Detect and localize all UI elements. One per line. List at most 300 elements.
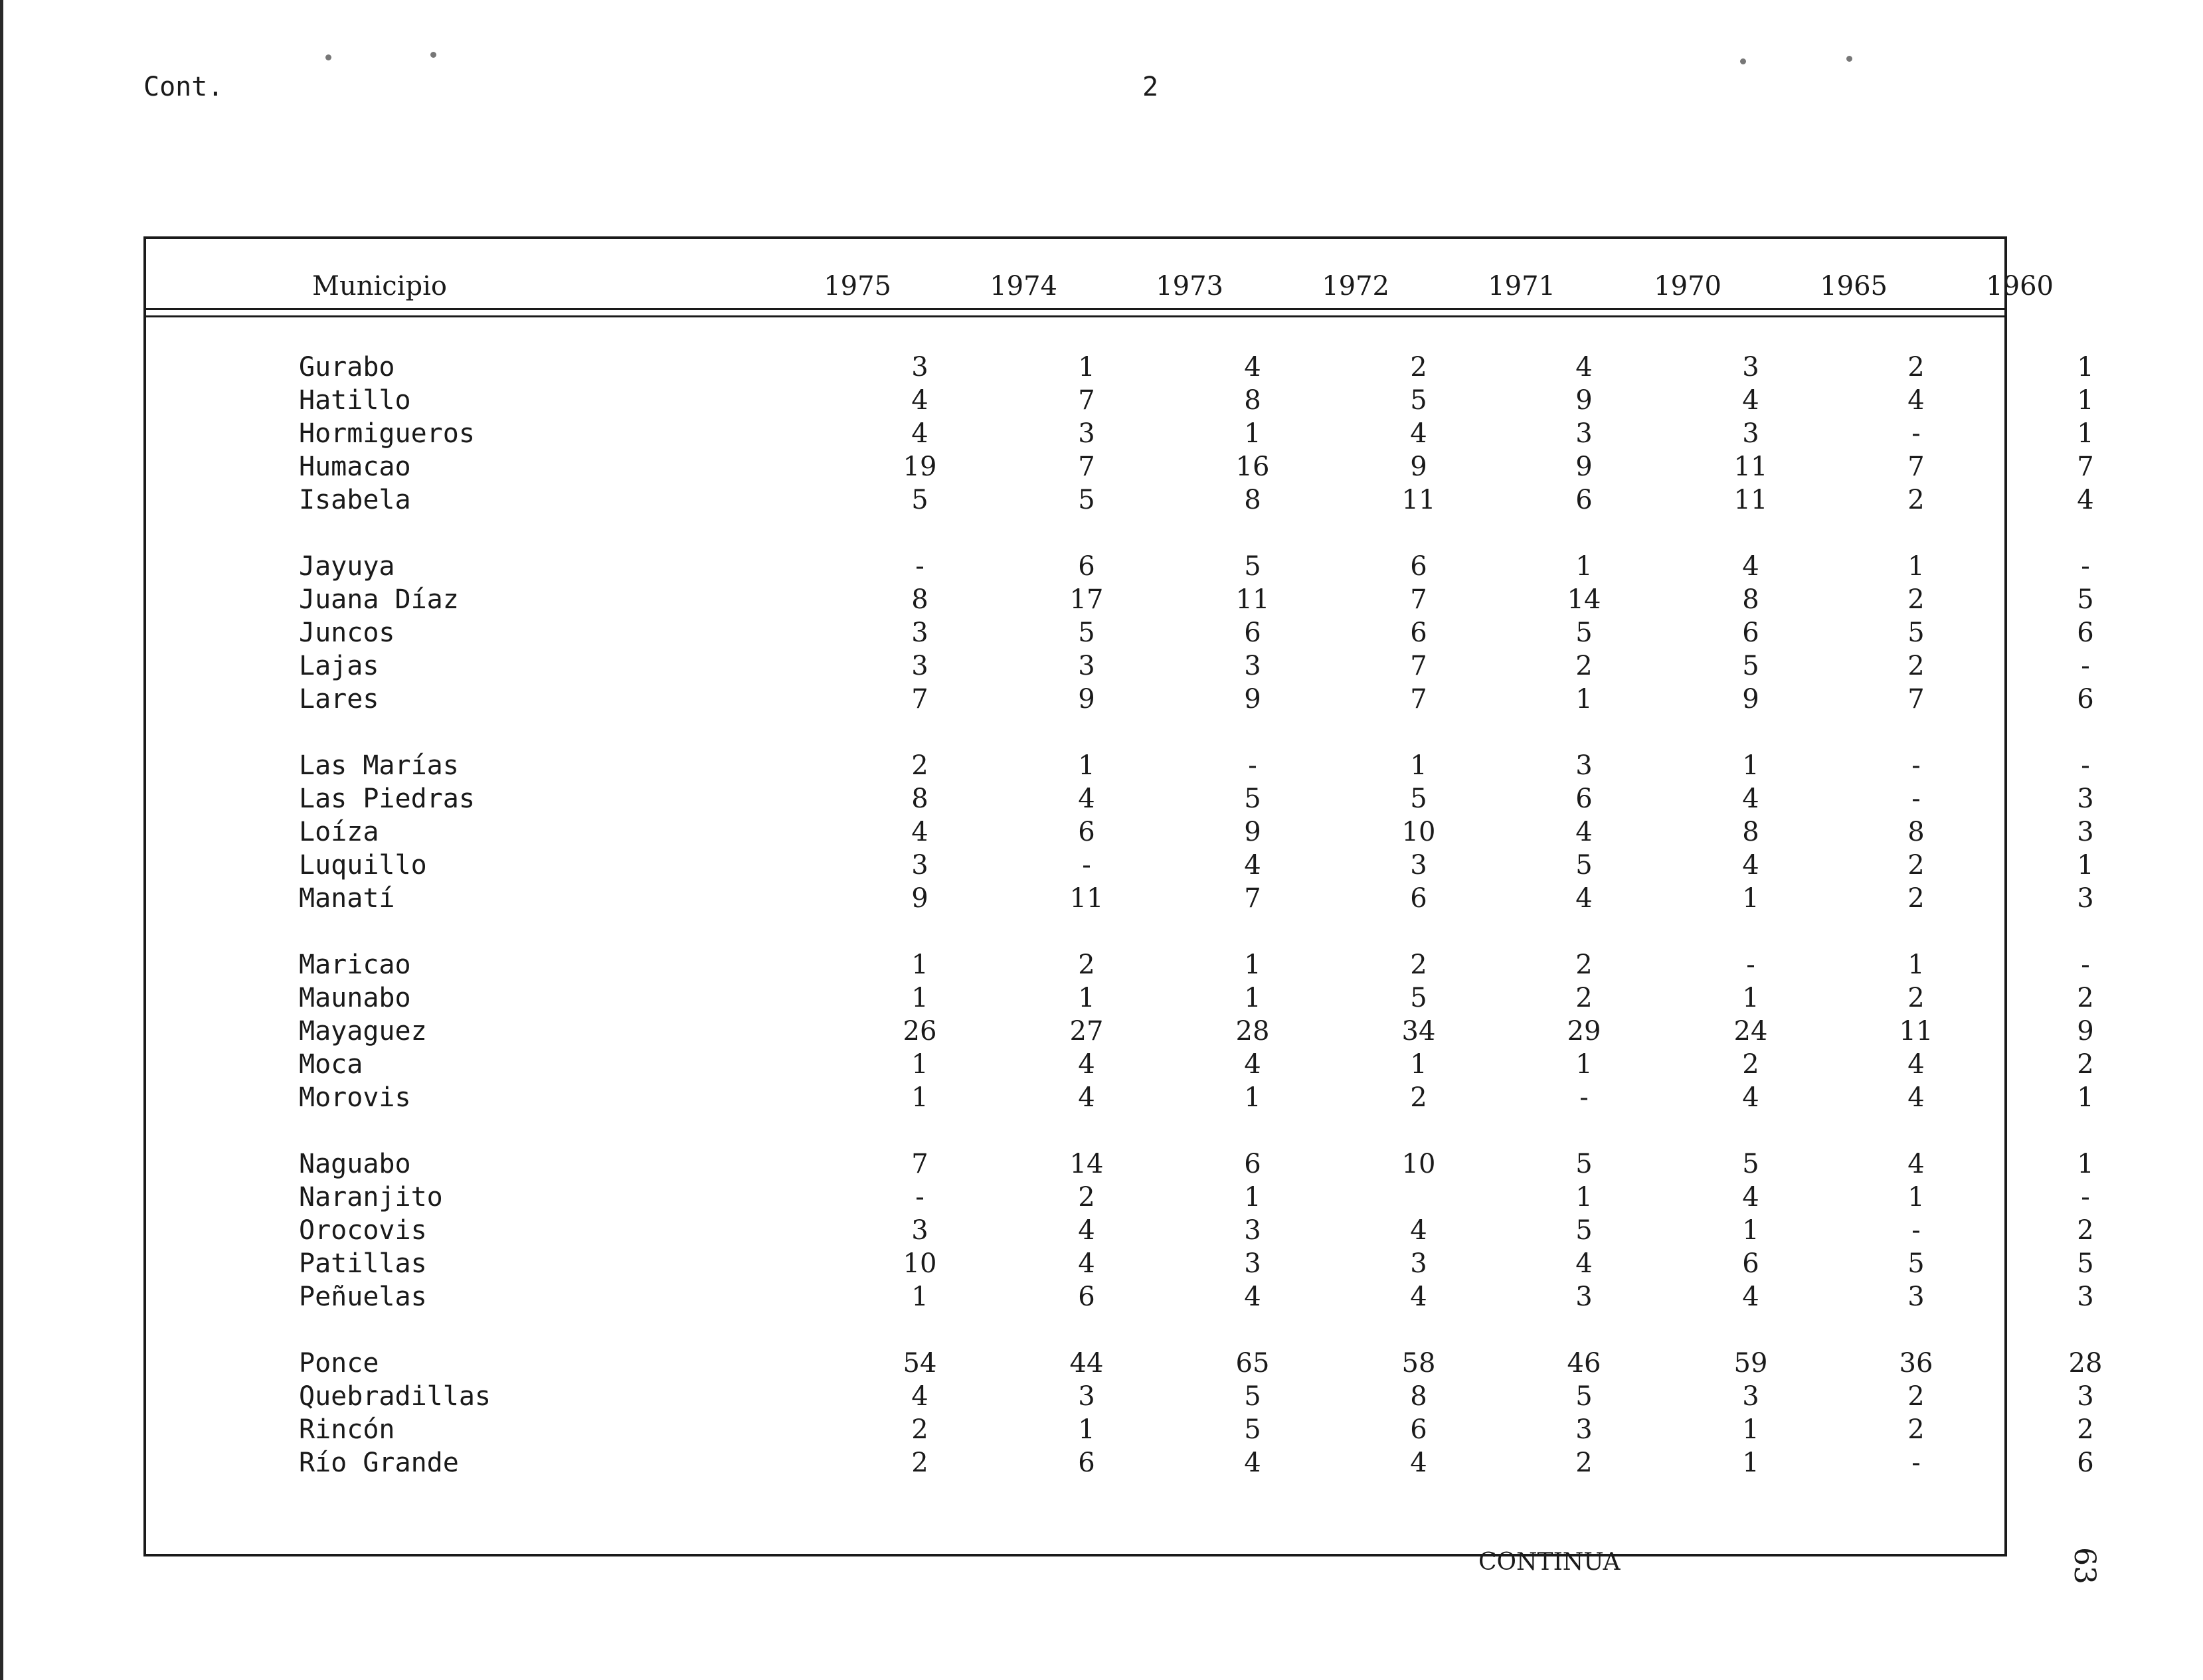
count-cell-1974: 3 xyxy=(1078,651,1095,681)
table-row xyxy=(146,1214,2094,1247)
table-row xyxy=(146,1081,2094,1114)
count-cell-1971: 5 xyxy=(1575,1381,1593,1412)
municipio-cell: Juncos xyxy=(299,618,395,648)
count-cell-1971: 2 xyxy=(1575,651,1593,681)
count-cell-1973: 1 xyxy=(1244,1082,1261,1113)
count-cell-1972: 11 xyxy=(1401,485,1436,515)
count-cell-1971: 4 xyxy=(1575,352,1593,382)
count-cell-1960: 1 xyxy=(2077,352,2094,382)
count-cell-1972: 58 xyxy=(1401,1348,1436,1379)
side-page-number: 63 xyxy=(2068,1547,2101,1584)
count-cell-1971: 1 xyxy=(1575,684,1593,714)
count-cell-1971: 1 xyxy=(1575,1049,1593,1080)
table-row xyxy=(146,1247,2094,1280)
table-header-row xyxy=(146,239,2054,312)
table-row xyxy=(146,1015,2094,1048)
count-cell-1974: 1 xyxy=(1078,1414,1095,1445)
count-cell-1975: 10 xyxy=(903,1248,937,1279)
count-cell-1973: 11 xyxy=(1235,584,1270,615)
count-cell-1971: 3 xyxy=(1575,1282,1593,1312)
municipio-cell: Quebradillas xyxy=(299,1381,491,1412)
count-cell-1965: - xyxy=(1911,1448,1921,1478)
count-cell-1972: 10 xyxy=(1401,817,1436,847)
count-cell-1973: 8 xyxy=(1244,385,1261,416)
count-cell-1971: 4 xyxy=(1575,817,1593,847)
count-cell-1960: 1 xyxy=(2077,385,2094,416)
municipio-cell: Peñuelas xyxy=(299,1282,427,1312)
count-cell-1960: 2 xyxy=(2077,1049,2094,1080)
count-cell-1965: - xyxy=(1911,784,1921,814)
count-cell-1975: 2 xyxy=(911,1448,928,1478)
table-row xyxy=(146,749,2090,782)
count-cell-1972: 34 xyxy=(1401,1016,1436,1047)
count-cell-1970: - xyxy=(1746,950,1755,980)
count-cell-1973: 5 xyxy=(1244,551,1261,582)
count-cell-1973: 4 xyxy=(1244,1282,1261,1312)
municipio-cell: Manatí xyxy=(299,883,395,914)
count-cell-1970: 6 xyxy=(1742,1248,1759,1279)
count-cell-1973: 1 xyxy=(1244,983,1261,1013)
count-cell-1975: 3 xyxy=(911,352,928,382)
count-cell-1971: 5 xyxy=(1575,1215,1593,1246)
count-cell-1971: 3 xyxy=(1575,418,1593,449)
table-row xyxy=(146,649,2090,683)
count-cell-1975: 8 xyxy=(911,584,928,615)
count-cell-1973: 4 xyxy=(1244,1049,1261,1080)
count-cell-1960: - xyxy=(2081,750,2090,781)
count-cell-1965: 2 xyxy=(1907,983,1925,1013)
count-cell-1960: 5 xyxy=(2077,584,2094,615)
count-cell-1960: 6 xyxy=(2077,684,2094,714)
municipio-cell: Jayuya xyxy=(299,551,395,582)
count-cell-1973: 3 xyxy=(1244,1215,1261,1246)
count-cell-1972: 7 xyxy=(1410,651,1427,681)
count-cell-1965: - xyxy=(1911,418,1921,449)
count-cell-1960: 6 xyxy=(2077,1448,2094,1478)
table-row xyxy=(146,882,2094,915)
count-cell-1970: 4 xyxy=(1742,1082,1759,1113)
count-cell-1965: 4 xyxy=(1907,1082,1925,1113)
count-cell-1975: 3 xyxy=(911,850,928,881)
count-cell-1960: 6 xyxy=(2077,618,2094,648)
count-cell-1970: 8 xyxy=(1742,817,1759,847)
header-rule xyxy=(146,315,2004,317)
count-cell-1960: 5 xyxy=(2077,1248,2094,1279)
municipio-cell: Juana Díaz xyxy=(299,584,459,615)
count-cell-1971: 5 xyxy=(1575,850,1593,881)
count-cell-1972: 6 xyxy=(1410,618,1427,648)
count-cell-1972: 6 xyxy=(1410,551,1427,582)
count-cell-1970: 59 xyxy=(1733,1348,1768,1379)
count-cell-1975: 5 xyxy=(911,485,928,515)
count-cell-1975: 4 xyxy=(911,1381,928,1412)
count-cell-1960: 7 xyxy=(2077,452,2094,482)
count-cell-1965: 3 xyxy=(1907,1282,1925,1312)
count-cell-1974: 3 xyxy=(1078,1381,1095,1412)
count-cell-1960: 2 xyxy=(2077,1414,2094,1445)
table-row xyxy=(146,1147,2094,1181)
count-cell-1975: 4 xyxy=(911,385,928,416)
count-cell-1971: 1 xyxy=(1575,551,1593,582)
count-cell-1972: 10 xyxy=(1401,1149,1436,1179)
column-header-1965: 1965 xyxy=(1820,271,1888,301)
municipio-cell: Moca xyxy=(299,1049,363,1080)
header-rule xyxy=(146,308,2004,310)
count-cell-1960: 4 xyxy=(2077,485,2094,515)
count-cell-1965: - xyxy=(1911,750,1921,781)
count-cell-1973: 1 xyxy=(1244,418,1261,449)
count-cell-1973: 8 xyxy=(1244,485,1261,515)
count-cell-1970: 11 xyxy=(1733,485,1768,515)
count-cell-1975: 7 xyxy=(911,1149,928,1179)
municipio-cell: Patillas xyxy=(299,1248,427,1279)
table-row xyxy=(146,583,2094,616)
count-cell-1971: 6 xyxy=(1575,485,1593,515)
table-row xyxy=(146,1413,2094,1446)
count-cell-1970: 3 xyxy=(1742,1381,1759,1412)
count-cell-1960: 3 xyxy=(2077,1381,2094,1412)
count-cell-1972: 6 xyxy=(1410,1414,1427,1445)
count-cell-1975: 3 xyxy=(911,651,928,681)
count-cell-1974: 9 xyxy=(1078,684,1095,714)
column-header-1973: 1973 xyxy=(1156,271,1223,301)
count-cell-1973: 1 xyxy=(1244,950,1261,980)
table-row xyxy=(146,483,2094,517)
count-cell-1973: 4 xyxy=(1244,850,1261,881)
count-cell-1973: 3 xyxy=(1244,1248,1261,1279)
count-cell-1971: - xyxy=(1579,1082,1589,1113)
count-cell-1975: 2 xyxy=(911,750,928,781)
count-cell-1965: 5 xyxy=(1907,1248,1925,1279)
count-cell-1974: 14 xyxy=(1069,1149,1104,1179)
count-cell-1975: 3 xyxy=(911,618,928,648)
municipio-cell: Gurabo xyxy=(299,352,395,382)
count-cell-1960: 3 xyxy=(2077,784,2094,814)
count-cell-1970: 1 xyxy=(1742,983,1759,1013)
column-header-1974: 1974 xyxy=(990,271,1057,301)
count-cell-1971: 46 xyxy=(1567,1348,1601,1379)
table-row xyxy=(146,1446,2094,1479)
count-cell-1970: 1 xyxy=(1742,750,1759,781)
municipio-cell: Las Piedras xyxy=(299,784,475,814)
count-cell-1974: 17 xyxy=(1069,584,1104,615)
count-cell-1975: 1 xyxy=(911,1049,928,1080)
count-cell-1965: 4 xyxy=(1907,1149,1925,1179)
count-cell-1973: 9 xyxy=(1244,817,1261,847)
municipio-cell: Hormigueros xyxy=(299,418,475,449)
count-cell-1975: 1 xyxy=(911,950,928,980)
count-cell-1960: 9 xyxy=(2077,1016,2094,1047)
count-cell-1972: 1 xyxy=(1410,1049,1427,1080)
count-cell-1965: 2 xyxy=(1907,1414,1925,1445)
count-cell-1975: 26 xyxy=(903,1016,937,1047)
count-cell-1965: 2 xyxy=(1907,1381,1925,1412)
count-cell-1972: 2 xyxy=(1410,1082,1427,1113)
count-cell-1970: 4 xyxy=(1742,784,1759,814)
count-cell-1972: 7 xyxy=(1410,584,1427,615)
count-cell-1971: 9 xyxy=(1575,385,1593,416)
count-cell-1974: 1 xyxy=(1078,352,1095,382)
count-cell-1971: 29 xyxy=(1567,1016,1601,1047)
table-row xyxy=(146,384,2094,417)
count-cell-1974: 2 xyxy=(1078,950,1095,980)
scan-speck xyxy=(325,54,331,60)
count-cell-1960: - xyxy=(2081,551,2090,582)
count-cell-1971: 9 xyxy=(1575,452,1593,482)
count-cell-1973: - xyxy=(1248,750,1257,781)
municipio-table xyxy=(143,236,2103,1556)
count-cell-1974: 1 xyxy=(1078,750,1095,781)
count-cell-1972: 7 xyxy=(1410,684,1427,714)
count-cell-1974: 44 xyxy=(1069,1348,1104,1379)
count-cell-1971: 14 xyxy=(1567,584,1601,615)
count-cell-1973: 5 xyxy=(1244,784,1261,814)
count-cell-1974: 4 xyxy=(1078,1248,1095,1279)
count-cell-1960: 2 xyxy=(2077,983,2094,1013)
count-cell-1974: 4 xyxy=(1078,1215,1095,1246)
count-cell-1970: 4 xyxy=(1742,1182,1759,1213)
count-cell-1973: 9 xyxy=(1244,684,1261,714)
count-cell-1970: 4 xyxy=(1742,850,1759,881)
count-cell-1971: 2 xyxy=(1575,1448,1593,1478)
count-cell-1974: 2 xyxy=(1078,1182,1095,1213)
count-cell-1960: - xyxy=(2081,651,2090,681)
municipio-cell: Loíza xyxy=(299,817,379,847)
count-cell-1975: - xyxy=(915,551,925,582)
count-cell-1974: 1 xyxy=(1078,983,1095,1013)
page-left-edge xyxy=(0,0,3,1680)
count-cell-1973: 4 xyxy=(1244,352,1261,382)
count-cell-1970: 2 xyxy=(1742,1049,1759,1080)
municipio-cell: Rincón xyxy=(299,1414,395,1445)
count-cell-1973: 16 xyxy=(1235,452,1270,482)
count-cell-1965: 5 xyxy=(1907,618,1925,648)
continua-label: CONTINUA xyxy=(1478,1549,1621,1576)
count-cell-1971: 3 xyxy=(1575,750,1593,781)
count-cell-1960: - xyxy=(2081,950,2090,980)
count-cell-1971: 4 xyxy=(1575,883,1593,914)
count-cell-1972: 8 xyxy=(1410,1381,1427,1412)
count-cell-1973: 5 xyxy=(1244,1414,1261,1445)
municipio-cell: Las Marías xyxy=(299,750,459,781)
table-row xyxy=(146,616,2094,649)
count-cell-1974: 7 xyxy=(1078,385,1095,416)
count-cell-1960: 3 xyxy=(2077,817,2094,847)
count-cell-1973: 5 xyxy=(1244,1381,1261,1412)
count-cell-1974: 5 xyxy=(1078,618,1095,648)
count-cell-1970: 1 xyxy=(1742,1215,1759,1246)
municipio-cell: Orocovis xyxy=(299,1215,427,1246)
municipio-cell: Lajas xyxy=(299,651,379,681)
count-cell-1970: 4 xyxy=(1742,551,1759,582)
count-cell-1965: 1 xyxy=(1907,1182,1925,1213)
count-cell-1975: - xyxy=(915,1182,925,1213)
page-number: 2 xyxy=(1142,72,1159,102)
count-cell-1965: 7 xyxy=(1907,684,1925,714)
municipio-cell: Maricao xyxy=(299,950,411,980)
count-cell-1965: 36 xyxy=(1899,1348,1933,1379)
count-cell-1970: 11 xyxy=(1733,452,1768,482)
count-cell-1971: 3 xyxy=(1575,1414,1593,1445)
table-row xyxy=(146,948,2090,981)
count-cell-1971: 4 xyxy=(1575,1248,1593,1279)
municipio-cell: Maunabo xyxy=(299,983,411,1013)
count-cell-1965: 7 xyxy=(1907,452,1925,482)
count-cell-1972: 6 xyxy=(1410,883,1427,914)
count-cell-1973: 7 xyxy=(1244,883,1261,914)
count-cell-1974: 6 xyxy=(1078,1448,1095,1478)
count-cell-1975: 2 xyxy=(911,1414,928,1445)
municipio-cell: Río Grande xyxy=(299,1448,459,1478)
table-row xyxy=(146,1347,2103,1380)
count-cell-1965: 1 xyxy=(1907,950,1925,980)
count-cell-1970: 24 xyxy=(1733,1016,1768,1047)
table-row xyxy=(146,1280,2094,1313)
scan-speck xyxy=(430,52,436,58)
municipio-cell: Morovis xyxy=(299,1082,411,1113)
table-row xyxy=(146,450,2094,483)
count-cell-1965: 2 xyxy=(1907,651,1925,681)
count-cell-1970: 6 xyxy=(1742,618,1759,648)
count-cell-1965: 8 xyxy=(1907,817,1925,847)
count-cell-1971: 1 xyxy=(1575,1182,1593,1213)
count-cell-1965: 2 xyxy=(1907,850,1925,881)
count-cell-1974: - xyxy=(1082,850,1091,881)
count-cell-1960: 3 xyxy=(2077,1282,2094,1312)
municipio-cell: Hatillo xyxy=(299,385,411,416)
municipio-cell: Ponce xyxy=(299,1348,379,1379)
count-cell-1970: 8 xyxy=(1742,584,1759,615)
count-cell-1970: 9 xyxy=(1742,684,1759,714)
count-cell-1970: 4 xyxy=(1742,1282,1759,1312)
count-cell-1960: 1 xyxy=(2077,418,2094,449)
count-cell-1965: 4 xyxy=(1907,385,1925,416)
column-header-1960: 1960 xyxy=(1986,271,2054,301)
table-row xyxy=(146,849,2094,882)
count-cell-1975: 1 xyxy=(911,1082,928,1113)
municipio-cell: Naranjito xyxy=(299,1182,443,1213)
count-cell-1970: 1 xyxy=(1742,883,1759,914)
table-row xyxy=(146,683,2094,716)
count-cell-1971: 5 xyxy=(1575,618,1593,648)
count-cell-1970: 5 xyxy=(1742,1149,1759,1179)
table-row xyxy=(146,351,2094,384)
count-cell-1960: 3 xyxy=(2077,883,2094,914)
count-cell-1972: 4 xyxy=(1410,1448,1427,1478)
count-cell-1972: 1 xyxy=(1410,750,1427,781)
count-cell-1975: 3 xyxy=(911,1215,928,1246)
count-cell-1970: 1 xyxy=(1742,1414,1759,1445)
column-header-1975: 1975 xyxy=(824,271,891,301)
count-cell-1965: 4 xyxy=(1907,1049,1925,1080)
municipio-cell: Isabela xyxy=(299,485,411,515)
count-cell-1975: 19 xyxy=(903,452,937,482)
count-cell-1971: 6 xyxy=(1575,784,1593,814)
table-row xyxy=(146,1380,2094,1413)
count-cell-1960: 1 xyxy=(2077,1149,2094,1179)
column-header-municipio: Municipio xyxy=(312,271,447,301)
table-row xyxy=(146,981,2094,1015)
count-cell-1974: 7 xyxy=(1078,452,1095,482)
count-cell-1974: 3 xyxy=(1078,418,1095,449)
count-cell-1975: 1 xyxy=(911,1282,928,1312)
count-cell-1975: 7 xyxy=(911,684,928,714)
count-cell-1975: 4 xyxy=(911,817,928,847)
table-row xyxy=(146,1048,2094,1081)
count-cell-1973: 65 xyxy=(1235,1348,1270,1379)
municipio-cell: Luquillo xyxy=(299,850,427,881)
scan-speck xyxy=(1740,58,1746,64)
count-cell-1965: 2 xyxy=(1907,485,1925,515)
count-cell-1974: 11 xyxy=(1069,883,1104,914)
count-cell-1965: - xyxy=(1911,1215,1921,1246)
column-header-1971: 1971 xyxy=(1488,271,1555,301)
count-cell-1974: 5 xyxy=(1078,485,1095,515)
count-cell-1965: 2 xyxy=(1907,584,1925,615)
count-cell-1972: 2 xyxy=(1410,352,1427,382)
count-cell-1973: 6 xyxy=(1244,618,1261,648)
table-row xyxy=(146,815,2094,849)
count-cell-1974: 4 xyxy=(1078,784,1095,814)
count-cell-1965: 2 xyxy=(1907,352,1925,382)
count-cell-1965: 2 xyxy=(1907,883,1925,914)
table-row xyxy=(146,782,2094,815)
count-cell-1973: 28 xyxy=(1235,1016,1270,1047)
municipio-cell: Mayaguez xyxy=(299,1016,427,1047)
count-cell-1972: 3 xyxy=(1410,1248,1427,1279)
count-cell-1972: 4 xyxy=(1410,1215,1427,1246)
count-cell-1970: 3 xyxy=(1742,352,1759,382)
count-cell-1965: 11 xyxy=(1899,1016,1933,1047)
count-cell-1972: 4 xyxy=(1410,1282,1427,1312)
count-cell-1960: 2 xyxy=(2077,1215,2094,1246)
count-cell-1975: 1 xyxy=(911,983,928,1013)
count-cell-1972: 4 xyxy=(1410,418,1427,449)
table-row xyxy=(146,550,2090,583)
count-cell-1972: 5 xyxy=(1410,784,1427,814)
count-cell-1973: 6 xyxy=(1244,1149,1261,1179)
column-header-1972: 1972 xyxy=(1322,271,1389,301)
count-cell-1974: 27 xyxy=(1069,1016,1104,1047)
count-cell-1974: 4 xyxy=(1078,1049,1095,1080)
count-cell-1972: 3 xyxy=(1410,850,1427,881)
count-cell-1972: 2 xyxy=(1410,950,1427,980)
count-cell-1974: 6 xyxy=(1078,551,1095,582)
count-cell-1971: 2 xyxy=(1575,950,1593,980)
count-cell-1960: 1 xyxy=(2077,850,2094,881)
count-cell-1972: 9 xyxy=(1410,452,1427,482)
count-cell-1971: 5 xyxy=(1575,1149,1593,1179)
municipio-cell: Humacao xyxy=(299,452,411,482)
count-cell-1975: 8 xyxy=(911,784,928,814)
count-cell-1971: 2 xyxy=(1575,983,1593,1013)
count-cell-1970: 5 xyxy=(1742,651,1759,681)
count-cell-1973: 3 xyxy=(1244,651,1261,681)
municipio-cell: Naguabo xyxy=(299,1149,411,1179)
table-row xyxy=(146,417,2094,450)
count-cell-1960: - xyxy=(2081,1182,2090,1213)
count-cell-1970: 3 xyxy=(1742,418,1759,449)
column-header-1970: 1970 xyxy=(1654,271,1721,301)
table-row xyxy=(146,1181,2090,1214)
count-cell-1960: 1 xyxy=(2077,1082,2094,1113)
count-cell-1960: 28 xyxy=(2068,1348,2103,1379)
count-cell-1970: 1 xyxy=(1742,1448,1759,1478)
count-cell-1975: 54 xyxy=(903,1348,937,1379)
count-cell-1975: 9 xyxy=(911,883,928,914)
count-cell-1974: 6 xyxy=(1078,817,1095,847)
count-cell-1972: 5 xyxy=(1410,385,1427,416)
